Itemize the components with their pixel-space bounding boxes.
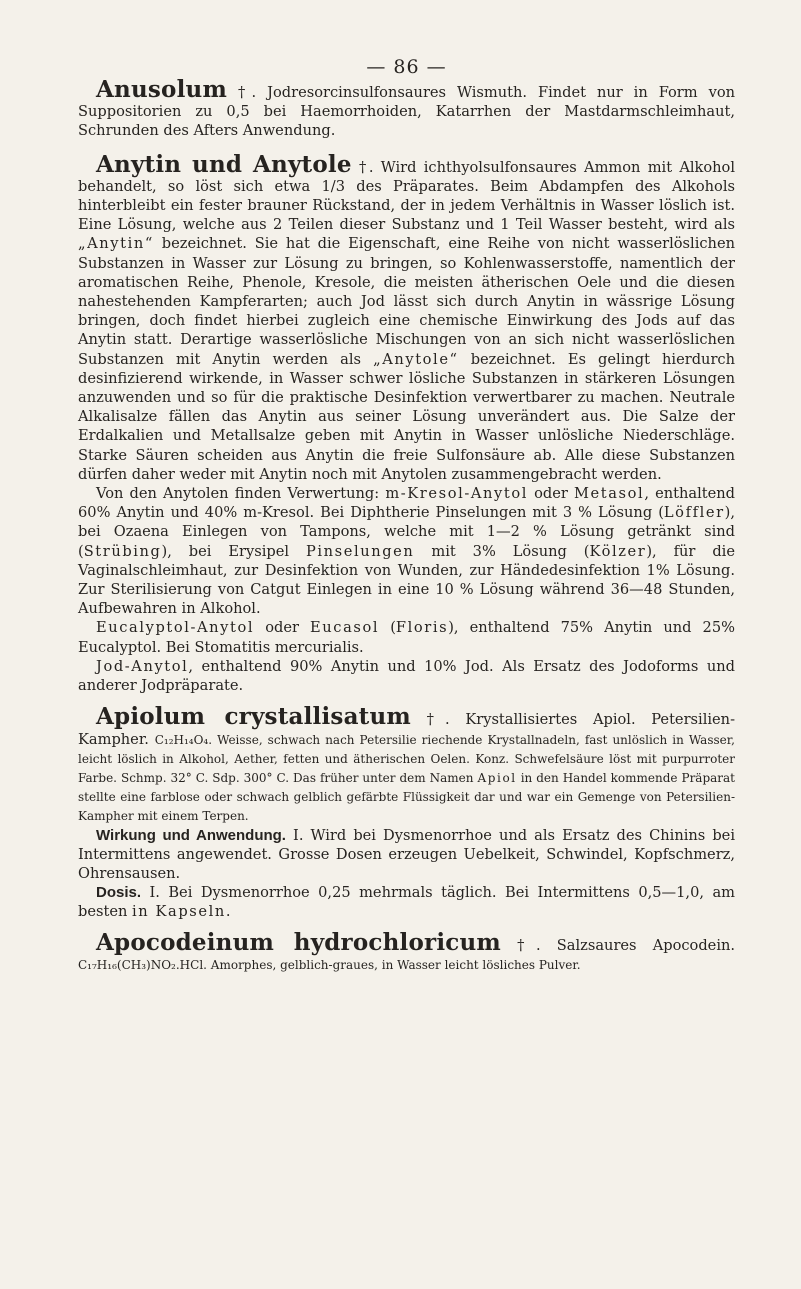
term: Jod-Anytol <box>96 657 189 675</box>
subheading-wirkung: Wirkung und Anwendung. <box>96 826 286 844</box>
paragraph <box>78 618 735 656</box>
page-number: — 86 — <box>366 56 447 78</box>
body-text: bezeichnet. Sie hat die Eigenschaft, eine Reihe von nicht wasserlöslichen Substanzen in Wasser zur Lösung zu bringen, so Kohlenwasserstoffe, namentlich der aromatischen Reihe, Phenole, Kresole, die meisten ätherischen Oele und die diesen nahestehenden Kampferarten; auch Jod lässt sich durch Anytin in wässrige Lösung bringen, doch findet hierbei zugleich eine chemische Einwirkung des Jods auf das Anytin statt. Derartige wasserlösliche Mischungen von an sich nicht wasserlöslichen Substanzen mit Anytin werden als <box>78 235 735 368</box>
fraction: 1/3 <box>321 177 345 195</box>
author: Kölzer <box>589 542 647 560</box>
term: Eucalyptol-Anytol <box>96 619 255 637</box>
dagger-mark: †. <box>358 158 374 176</box>
small-text: Weisse, schwach nach Petersilie riechende Krystallnadeln, fast unlöslich in Wasser, leicht löslich in Alkohol, Aether, fetten und ätherischen Oelen. Konz. Schwefelsäure löst mit purpurroter Farbe. Schmp. 32° C. Sdp. 300° C. Das früher unter dem Namen <box>78 732 735 785</box>
body-text: oder <box>528 485 575 503</box>
body-text: , enthaltend 60% Anytin und 40% m-Kresol. Bei Diphtherie Pinselungen mit 3 % Lösung ( <box>78 485 735 522</box>
entry-heading: Anytin und Anytole <box>96 150 352 178</box>
body-text: bezeichnet. Es gelingt hierdurch desinfizierend wirkende, in Wasser schwer lösliche Substanzen in stärkeren Lösungen anzuwenden und so für die praktische Desinfektion verwertbarer zu machen. Neutrale Alkalisalze fällen das Anytin aus seiner Lösung unverändert aus. Die Salze der Erdalkalien und Metallsalze geben mit Anytin in Wasser unlösliche Niederschläge. Starke Säuren scheiden aus Anytin die freie Sulfonsäure ab. Alle diese Substanzen dürfen daher weder mit Anytin noch mit Anytolen zusammengebracht werden. <box>78 350 735 483</box>
term: Apiol <box>477 770 517 785</box>
paragraph <box>78 883 735 921</box>
entry-heading: Apocodeinum hydrochloricum <box>96 928 501 956</box>
body-text: ), bei Ozaena Einlegen von Tampons, welche mit 1—2 % Lösung getränkt sind ( <box>78 504 735 560</box>
entry-anytin <box>78 150 736 696</box>
author: Floris <box>395 619 449 637</box>
body-text: Von den Anytolen finden Verwertung: <box>96 485 386 503</box>
author: Strübing <box>83 542 162 560</box>
body-text: des Präparates. Beim Abdampfen des Alkohols hinterbleibt ein fester brauner Rückstand, der in jedem Verhältnis in Wasser löslich ist. Eine Lösung, welche aus 2 Teilen dieser Substanz und 1 Teil Wasser besteht, wird als <box>78 177 736 234</box>
body-text: I. Wird bei Dysmenorrhoe und als Ersatz des Chinins bei Intermittens angewendet. Grosse Dosen erzeugen Uebelkeit, Schwindel, Kopfschmerz, Ohrensausen. <box>78 826 735 882</box>
term: „Anytole“ <box>373 350 459 368</box>
paragraph <box>78 826 735 884</box>
entry-heading: Apiolum crystallisatum <box>96 703 411 731</box>
dagger-mark: †. <box>237 84 257 101</box>
paragraph <box>78 657 735 695</box>
body-text: oder <box>254 619 311 637</box>
formula: C₁₇H₁₆(CH₃)NO₂.HCl. <box>78 957 207 972</box>
paragraph <box>78 928 736 974</box>
entry-anusolum <box>78 76 736 141</box>
body-text: , enthaltend 90% Anytin und 10% Jod. Als Ersatz des Jodoforms und anderer Jodpräparate. <box>78 657 735 695</box>
body-text: mit 3% Lösung ( <box>414 542 590 560</box>
term: Metasol <box>574 485 645 503</box>
entry-heading: Anusolum <box>96 76 227 103</box>
entry-apiolum <box>78 703 736 921</box>
paragraph <box>78 484 735 618</box>
term: „Anytin“ <box>78 235 154 253</box>
body-text: Jodresorcinsulfonsaures Wismuth. Findet nur in Form von Suppositorien zu 0,5 bei Haemorrhoiden, Katarrhen der Mastdarmschleimhaut, Schrunden des Afters Anwendung. <box>78 84 736 140</box>
paragraph <box>78 76 736 141</box>
term: Pinselungen <box>305 542 415 560</box>
body-text: . <box>225 903 231 921</box>
dagger-mark: †. <box>426 711 450 729</box>
body-text: Krystallisiertes Apiol. Petersilien-Kampher. <box>78 711 736 748</box>
author: Löffler <box>663 504 725 522</box>
small-text: in den Handel kommende Präparat stellte eine farblose oder schwach gelblich gefärbte Flüssigkeit dar und war ein Gemenge von Petersilien-Kampher mit einem Terpen. <box>78 770 736 824</box>
body-text: ), enthaltend 75% Anytin und 25% Eucalyptol. Bei Stomatitis mercurialis. <box>78 619 735 656</box>
body-text: I. Bei Dysmenorrhoe 0,25 mehrmals täglich. Bei Intermittens 0,5—1,0, am besten <box>78 884 735 921</box>
term: Eucasol <box>310 619 380 637</box>
paragraph <box>78 703 736 825</box>
entry-apocodeinum <box>78 928 736 974</box>
body-text: ), für die Vaginalschleimhaut, zur Desinfektion von Wunden, zur Händedesinfektion 1% Lösung. Zur Sterilisierung von Catgut Einlegen in eine 10 % Lösung während 36—48 Stunden, Aufbewahren in Alkohol. <box>78 542 735 618</box>
body-text: Wird ichthyolsulfonsaures Ammon mit Alkohol behandelt, so löst sich etwa <box>78 158 736 195</box>
subheading-dosis: Dosis. <box>96 884 142 902</box>
small-text: Amorphes, gelblich-graues, in Wasser leicht lösliches Pulver. <box>206 957 581 972</box>
body-text: ( <box>379 619 396 637</box>
term: in Kapseln <box>132 903 226 921</box>
paragraph <box>78 150 736 484</box>
formula: C₁₂H₁₄O₄. <box>154 732 213 747</box>
term: m-Kresol-Anytol <box>385 485 528 503</box>
body-text: Salzsaures Apocodein. <box>540 936 736 954</box>
body-text: ), bei Erysipel <box>161 542 306 560</box>
dagger-mark: †. <box>517 936 541 954</box>
